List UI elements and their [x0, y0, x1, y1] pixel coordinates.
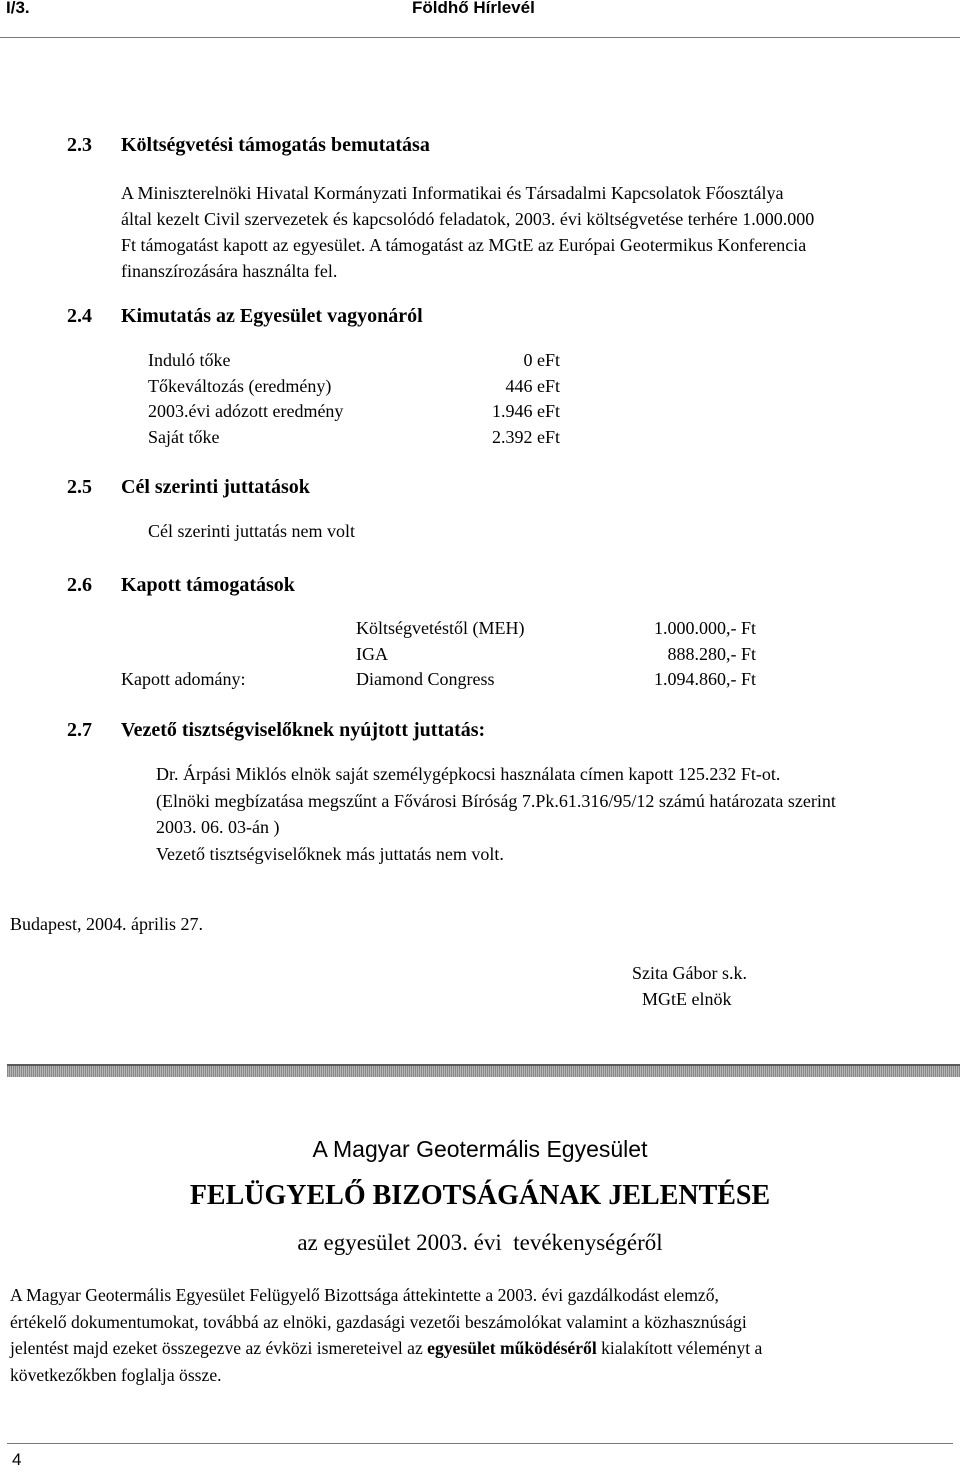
report-subtitle: az egyesület 2003. évi tevékenységéről — [297, 1230, 663, 1255]
report-organization: A Magyar Geotermális Egyesület — [312, 1136, 648, 1162]
section-heading-2-5 — [67, 476, 310, 499]
paragraph-line: következőkben foglalja össze. — [10, 1364, 222, 1385]
section-title: Cél szerinti juttatások — [121, 476, 310, 498]
paragraph-line: A Miniszterelnöki Hivatal Kormányzati Informatikai és Társadalmi Kapcsolatok Főosztálya — [121, 183, 784, 203]
paragraph-line: értékelő dokumentumokat, továbbá az elnöki, gazdasági vezetői beszámolókat valamint a közhasznúsági — [10, 1311, 747, 1332]
asset-label: Induló tőke — [148, 350, 231, 370]
page-code: I/3. — [6, 0, 30, 17]
section-number: 2.7 — [67, 719, 92, 741]
paragraph-line: Vezető tisztségviselőknek más juttatás nem volt. — [156, 843, 504, 864]
footer-rule — [7, 1443, 953, 1444]
grant-category — [121, 642, 245, 668]
asset-value: 1.946 eFt — [491, 401, 560, 421]
section-heading-2-4 — [67, 305, 423, 328]
section-number: 2.5 — [67, 476, 92, 498]
grants-categories — [121, 616, 245, 693]
section-number: 2.6 — [67, 574, 92, 596]
section-2-5-text: Cél szerinti juttatás nem volt — [148, 521, 355, 541]
grants-amounts — [580, 616, 756, 693]
report-title: FELÜGYELŐ BIZOTSÁGÁNAK JELENTÉSE — [189, 1180, 771, 1211]
section-2-3-paragraph — [121, 180, 814, 284]
section-number: 2.3 — [67, 134, 92, 156]
grants-sources — [356, 616, 524, 693]
grant-amount: 888.280,- Ft — [667, 643, 756, 664]
report-paragraph — [10, 1282, 762, 1388]
asset-value: 2.392 eFt — [491, 426, 560, 447]
assets-values — [420, 348, 560, 450]
asset-value: 446 eFt — [505, 375, 560, 396]
section-title: Vezető tisztségviselőknek nyújtott juttatás: — [121, 719, 486, 741]
section-title: Kapott támogatások — [121, 574, 295, 596]
paragraph-line: finanszírozására használta fel. — [121, 261, 338, 281]
section-title: Költségvetési támogatás bemutatása — [121, 134, 430, 156]
header-rule — [0, 37, 960, 38]
text-run: jelentést majd ezeket összegezve az évközi ismereteivel az — [10, 1338, 428, 1358]
grant-amount: 1.094.860,- Ft — [653, 669, 756, 689]
section-title: Kimutatás az Egyesület vagyonáról — [121, 305, 423, 327]
assets-labels — [148, 348, 343, 450]
paragraph-line: (Elnöki megbízatása megszűnt a Fővárosi Bíróság 7.Pk.61.316/95/12 számú határozata szerint — [156, 790, 836, 811]
paragraph-line: Ft támogatást kapott az egyesület. A támogatást az MGtE az Európai Geotermikus Konferencia — [121, 235, 807, 255]
signatory-role: MGtE elnök — [642, 989, 732, 1009]
section-heading-2-7 — [67, 719, 485, 742]
grant-amount: 1.000.000,- Ft — [653, 618, 756, 638]
grant-source: Költségvetéstől (MEH) — [356, 618, 525, 638]
grant-category: Kapott adomány: — [121, 669, 246, 689]
paragraph-line — [10, 1335, 762, 1362]
section-number: 2.4 — [67, 305, 92, 327]
paragraph-line: Dr. Árpási Miklós elnök saját személygépkocsi használata címen kapott 125.232 Ft-ot. — [156, 764, 781, 784]
section-heading-2-3 — [67, 134, 430, 157]
grant-source: Diamond Congress — [356, 669, 495, 689]
paragraph-line: által kezelt Civil szervezetek és kapcsolódó feladatok, 2003. évi költségvetése terhére 1.000.000 — [121, 209, 815, 229]
asset-label: Tőkeváltozás (eredmény) — [148, 375, 332, 396]
signatory-name: Szita Gábor s.k. — [632, 963, 747, 983]
section-2-7-paragraph — [156, 761, 836, 867]
text-run: kialakított véleményt a — [596, 1338, 763, 1358]
publication-title: Földhő Hírlevél — [412, 0, 535, 17]
grant-source: IGA — [356, 643, 388, 664]
page-number: 4 — [12, 1450, 22, 1469]
paragraph-line: 2003. 06. 03-án ) — [156, 817, 280, 837]
asset-label: 2003.évi adózott eredmény — [148, 401, 344, 421]
asset-value: 0 eFt — [523, 350, 560, 370]
paragraph-line: A Magyar Geotermális Egyesület Felügyelő Bizottsága áttekintette a 2003. évi gazdálkodást elemző, — [10, 1285, 719, 1305]
place-and-date: Budapest, 2004. április 27. — [10, 914, 203, 934]
grant-category — [121, 616, 245, 642]
asset-label: Saját tőke — [148, 426, 220, 447]
bold-text-run: egyesület működéséről — [427, 1338, 597, 1358]
separator-band — [7, 1066, 960, 1077]
section-heading-2-6 — [67, 574, 295, 597]
